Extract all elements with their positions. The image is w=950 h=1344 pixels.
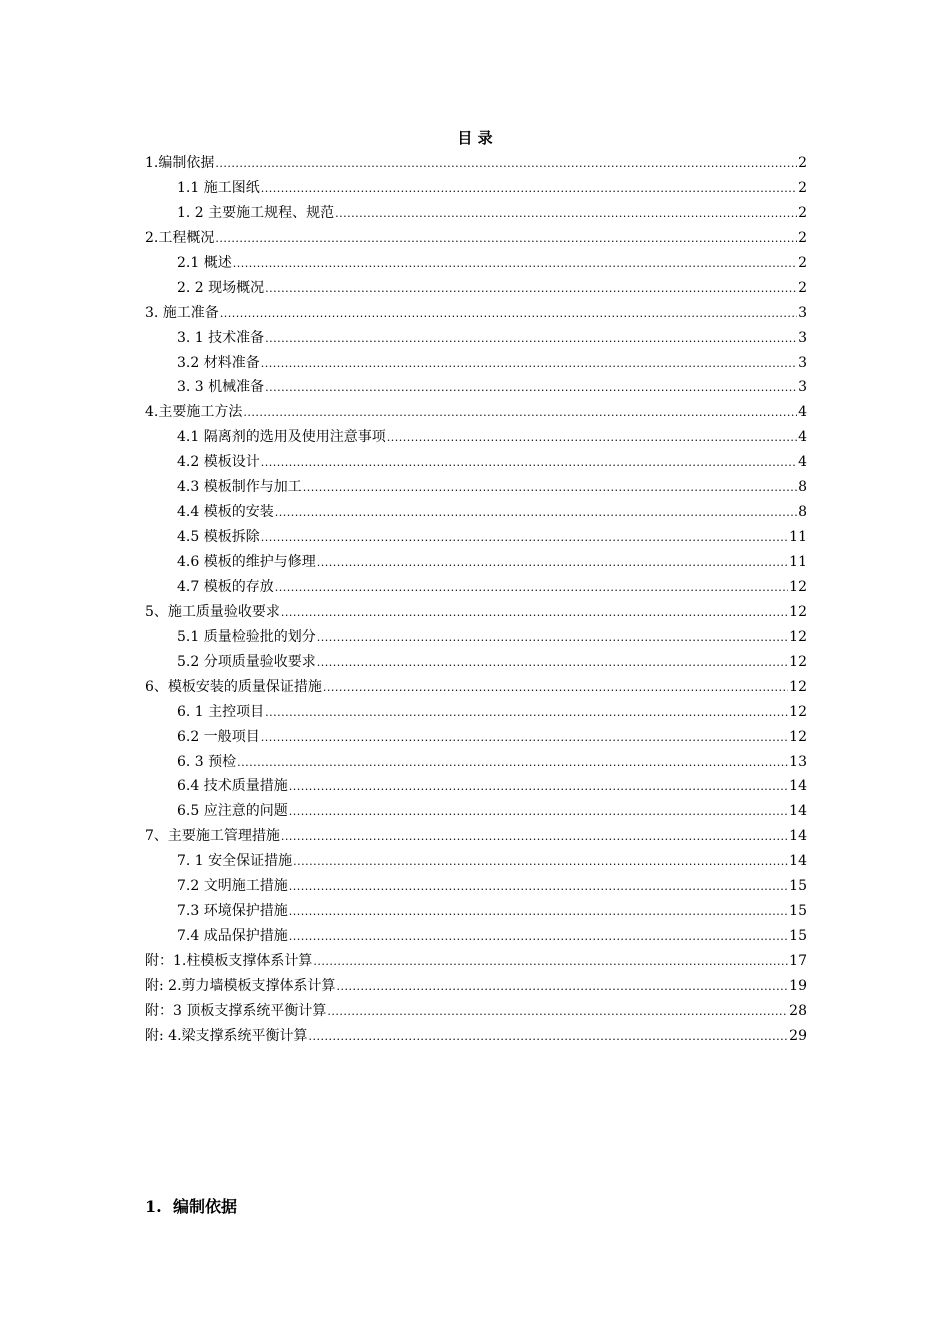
toc-dot-leader xyxy=(220,302,797,327)
toc-entry-label: 6、模板安装的质量保证措施 xyxy=(145,678,322,695)
toc-dot-leader xyxy=(215,152,797,177)
toc-page-number: 13 xyxy=(789,753,807,770)
toc-page-number: 2 xyxy=(798,229,807,246)
toc-page-number: 12 xyxy=(789,678,807,695)
table-of-contents xyxy=(145,151,807,1049)
toc-page-number: 15 xyxy=(789,878,807,895)
toc-entry-label: 4.主要施工方法 xyxy=(145,404,243,421)
toc-entry-label: 4.6 模板的维护与修理 xyxy=(177,554,316,570)
toc-entry-label: 3. 施工准备 xyxy=(145,304,219,321)
toc-dot-leader xyxy=(335,202,797,227)
toc-dot-leader xyxy=(265,327,797,352)
toc-dot-leader xyxy=(289,875,788,900)
toc-entry-label: 6. 1 主控项目 xyxy=(177,703,265,720)
toc-dot-leader xyxy=(275,501,797,526)
toc-entry[interactable] xyxy=(145,251,807,276)
toc-page-number: 2 xyxy=(798,204,807,221)
toc-page-number: 12 xyxy=(789,578,807,595)
toc-page-number: 11 xyxy=(789,529,807,546)
toc-dot-leader xyxy=(289,925,788,950)
toc-entry[interactable] xyxy=(145,575,807,600)
toc-page-number: 2 xyxy=(798,155,807,171)
toc-entry-label: 附：3 顶板支撑系统平衡计算 xyxy=(145,1002,327,1019)
toc-page-number: 11 xyxy=(789,554,807,570)
toc-entry-label: 4.7 模板的存放 xyxy=(177,578,274,595)
section-number: 1. xyxy=(145,1197,162,1216)
toc-entry-label: 2.工程概况 xyxy=(145,229,215,246)
toc-entry[interactable] xyxy=(145,176,807,201)
toc-entry[interactable] xyxy=(145,600,807,625)
toc-dot-leader xyxy=(303,476,797,501)
toc-page-number: 2 xyxy=(798,254,807,271)
toc-page-number: 3 xyxy=(798,354,807,371)
toc-page-number: 12 xyxy=(789,703,807,720)
toc-page-number: 12 xyxy=(789,728,807,745)
toc-entry[interactable] xyxy=(145,400,807,425)
toc-page-number: 19 xyxy=(789,977,807,994)
toc-entry[interactable] xyxy=(145,475,807,500)
toc-dot-leader xyxy=(237,751,788,776)
toc-entry[interactable] xyxy=(145,351,807,376)
toc-entry[interactable] xyxy=(145,924,807,949)
toc-entry[interactable] xyxy=(145,375,807,400)
toc-entry[interactable] xyxy=(145,301,807,326)
toc-page-number: 3 xyxy=(798,379,807,396)
toc-entry[interactable] xyxy=(145,650,807,675)
toc-entry-label: 7.2 文明施工措施 xyxy=(177,878,288,895)
toc-entry-label: 6.4 技术质量措施 xyxy=(177,778,288,795)
toc-page-number: 29 xyxy=(789,1027,807,1044)
toc-dot-leader xyxy=(289,775,788,800)
toc-dot-leader xyxy=(317,551,788,576)
toc-entry[interactable] xyxy=(145,675,807,700)
toc-entry-label: 1.1 施工图纸 xyxy=(177,179,260,196)
toc-page-number: 4 xyxy=(798,454,807,471)
toc-dot-leader xyxy=(293,850,788,875)
toc-entry-label: 6.5 应注意的问题 xyxy=(177,803,288,820)
toc-dot-leader xyxy=(215,227,797,252)
toc-page-number: 8 xyxy=(798,504,807,521)
toc-entry-label: 7. 1 安全保证措施 xyxy=(177,853,293,870)
toc-entry[interactable] xyxy=(145,974,807,999)
toc-entry[interactable] xyxy=(145,525,807,550)
toc-page-number: 2 xyxy=(798,179,807,196)
toc-dot-leader xyxy=(281,601,788,626)
toc-dot-leader xyxy=(317,651,788,676)
toc-page-number: 15 xyxy=(789,903,807,920)
toc-entry[interactable] xyxy=(145,700,807,725)
toc-page-number: 8 xyxy=(798,479,807,496)
toc-entry[interactable] xyxy=(145,550,807,575)
toc-entry[interactable] xyxy=(145,799,807,824)
toc-page-number: 28 xyxy=(789,1002,807,1019)
toc-dot-leader xyxy=(261,177,797,202)
toc-entry[interactable] xyxy=(145,874,807,899)
section-title: 编制依据 xyxy=(173,1197,238,1216)
toc-dot-leader xyxy=(327,1000,788,1025)
toc-dot-leader xyxy=(265,701,788,726)
toc-dot-leader xyxy=(317,626,788,651)
toc-entry-label: 2. 2 现场概况 xyxy=(177,279,265,296)
toc-entry-label: 6. 3 预检 xyxy=(177,753,237,770)
toc-dot-leader xyxy=(233,252,797,277)
toc-page-number: 4 xyxy=(798,429,807,446)
toc-page-number: 14 xyxy=(789,803,807,820)
toc-entry[interactable] xyxy=(145,725,807,750)
toc-page-number: 3 xyxy=(798,304,807,321)
toc-entry-label: 6.2 一般项目 xyxy=(177,728,260,745)
toc-entry[interactable] xyxy=(145,999,807,1024)
toc-page-number: 14 xyxy=(789,853,807,870)
toc-entry-label: 4.2 模板设计 xyxy=(177,454,260,471)
toc-dot-leader xyxy=(261,352,797,377)
toc-entry-label: 5.1 质量检验批的划分 xyxy=(177,628,316,645)
toc-entry[interactable] xyxy=(145,450,807,475)
toc-entry-label: 4.3 模板制作与加工 xyxy=(177,479,302,496)
toc-entry-label: 附：1.柱模板支撑体系计算 xyxy=(145,953,313,969)
toc-entry-label: 7.3 环境保护措施 xyxy=(177,903,288,920)
toc-page-number: 12 xyxy=(789,603,807,620)
toc-entry-label: 5、施工质量验收要求 xyxy=(145,603,280,620)
toc-entry-label: 3. 1 技术准备 xyxy=(177,329,265,346)
toc-dot-leader xyxy=(337,975,789,1000)
toc-entry-label: 附: 2.剪力墙模板支撑体系计算 xyxy=(145,977,336,994)
toc-page-number: 12 xyxy=(789,628,807,645)
toc-entry-label: 5.2 分项质量验收要求 xyxy=(177,653,316,670)
toc-page-number: 2 xyxy=(798,279,807,296)
toc-page-number: 14 xyxy=(789,778,807,795)
toc-entry[interactable] xyxy=(145,899,807,924)
toc-dot-leader xyxy=(261,726,788,751)
toc-entry-label: 1.编制依据 xyxy=(145,155,215,171)
toc-title: 目 录 xyxy=(457,129,493,147)
toc-entry[interactable] xyxy=(145,824,807,849)
toc-entry-label: 附: 4.梁支撑系统平衡计算 xyxy=(145,1027,308,1044)
toc-entry-label: 4.1 隔离剂的选用及使用注意事项 xyxy=(177,429,386,446)
toc-dot-leader xyxy=(261,526,788,551)
toc-entry-label: 4.5 模板拆除 xyxy=(177,529,260,546)
toc-entry[interactable] xyxy=(145,500,807,525)
toc-entry-label: 7、主要施工管理措施 xyxy=(145,828,280,845)
toc-entry-label: 3.2 材料准备 xyxy=(177,354,260,371)
toc-entry[interactable] xyxy=(145,774,807,799)
toc-dot-leader xyxy=(265,277,797,302)
toc-dot-leader xyxy=(323,676,788,701)
toc-page-number: 3 xyxy=(798,329,807,346)
toc-page-number: 12 xyxy=(789,653,807,670)
toc-entry[interactable] xyxy=(145,276,807,301)
toc-entry-label: 1. 2 主要施工规程、规范 xyxy=(177,204,335,221)
toc-dot-leader xyxy=(243,401,797,426)
toc-entry[interactable] xyxy=(145,226,807,251)
toc-page-number: 15 xyxy=(789,928,807,945)
toc-entry-label: 4.4 模板的安装 xyxy=(177,504,274,521)
toc-entry[interactable] xyxy=(145,949,807,974)
toc-entry[interactable] xyxy=(145,201,807,226)
toc-dot-leader xyxy=(387,426,797,451)
toc-dot-leader xyxy=(313,950,788,975)
toc-page-number: 17 xyxy=(789,953,807,969)
toc-dot-leader xyxy=(265,376,797,401)
toc-dot-leader xyxy=(261,451,797,476)
toc-dot-leader xyxy=(275,576,788,601)
toc-entry[interactable] xyxy=(145,750,807,775)
toc-page-number: 14 xyxy=(789,828,807,845)
section-heading xyxy=(145,1196,237,1218)
toc-entry[interactable] xyxy=(145,1024,807,1049)
toc-entry-label: 7.4 成品保护措施 xyxy=(177,928,288,945)
toc-entry-label: 2.1 概述 xyxy=(177,254,232,271)
toc-dot-leader xyxy=(289,800,788,825)
toc-entry[interactable] xyxy=(145,326,807,351)
toc-entry[interactable] xyxy=(145,425,807,450)
toc-entry-label: 3. 3 机械准备 xyxy=(177,379,265,396)
toc-entry[interactable] xyxy=(145,625,807,650)
toc-dot-leader xyxy=(289,900,788,925)
toc-dot-leader xyxy=(281,825,788,850)
toc-entry[interactable] xyxy=(145,151,807,176)
toc-page-number: 4 xyxy=(798,404,807,421)
toc-entry[interactable] xyxy=(145,849,807,874)
toc-dot-leader xyxy=(309,1025,789,1050)
